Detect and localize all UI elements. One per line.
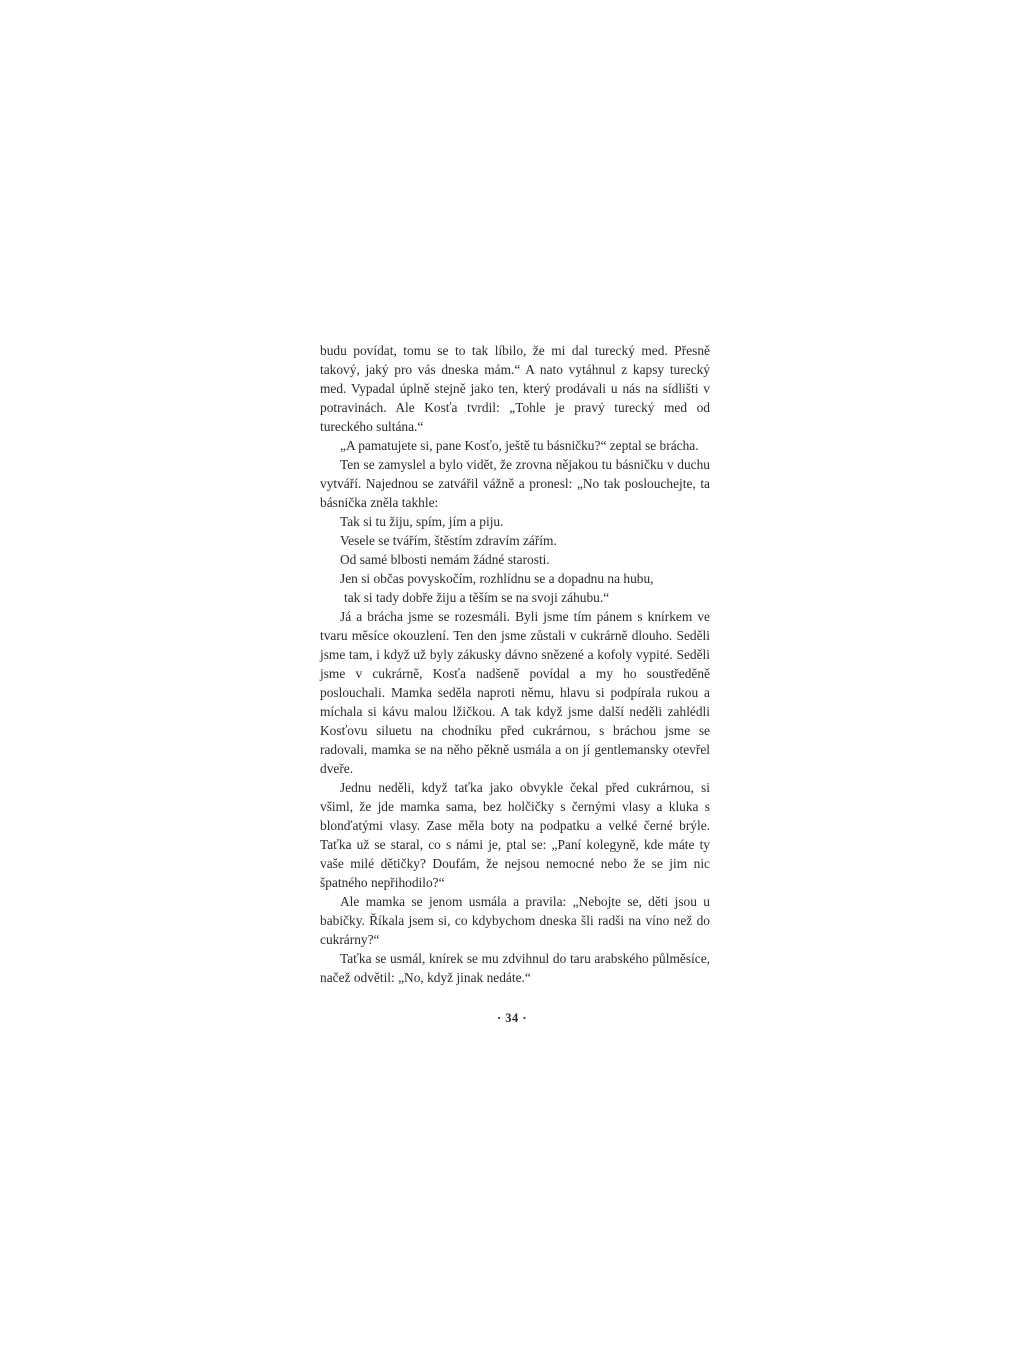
page-number: · 34 · xyxy=(496,1011,528,1025)
body-text xyxy=(320,341,710,987)
poem-line: Od samé blbosti nemám žádné starosti. xyxy=(340,552,550,567)
paragraph: Ten se zamyslel a bylo vidět, že zrovna nějakou tu básničku v duchu vytváří. Najednou se zatvářil vážně a pronesl: „No tak poslouchejte, ta básnička zněla takhle: xyxy=(320,457,710,510)
paragraph: „A pamatujete si, pane Kosťo, ještě tu básničku?“ zeptal se brácha. xyxy=(340,438,699,453)
poem-line: Jen si občas povyskočím, rozhlídnu se a dopadnu na hubu, xyxy=(340,571,654,586)
paragraph: Taťka se usmál, knírek se mu zdvihnul do taru arabského půlměsíce, načež odvětil: „No, když jinak nedáte.“ xyxy=(320,951,710,985)
paragraph: Ale mamka se jenom usmála a pravila: „Nebojte se, děti jsou u babičky. Říkala jsem si, co kdybychom dneska šli radši na víno než do cukrárny?“ xyxy=(320,894,710,947)
poem-line: Tak si tu žiju, spím, jím a piju. xyxy=(340,514,504,529)
poem-line: Vesele se tvářím, štěstím zdravím zářím. xyxy=(340,533,557,548)
paragraph: Já a brácha jsme se rozesmáli. Byli jsme tím pánem s knírkem ve tvaru měsíce okouzlení. Ten den jsme zůstali v cukrárně dlouho. Seděli jsme tam, i když už byly zákusky dávno snězené a kofoly vypité. Seděli jsme v cukrárně, Kosťa nadšeně povídal a my ho soustředěně poslouchali. Mamka seděla naproti němu, hlavu si podpírala rukou a míchala si kávu malou lžičkou. A tak když jsme další neděli zahlédli Kosťovu siluetu na chodníku před cukrárnou, s bráchou jsme se radovali, mamka se na něho pěkně usmála a on jí gentlemansky otevřel dveře. xyxy=(320,609,710,776)
paragraph: budu povídat, tomu se to tak líbilo, že mi dal turecký med. Přesně takový, jaký pro vás dneska mám.“ A nato vytáhnul z kapsy turecký med. Vypadal úplně stejně jako ten, který prodávali u nás na sídlišti v potravinách. Ale Kosťa tvrdil: „Tohle je pravý turecký med od tureckého sultána.“ xyxy=(320,343,710,434)
poem-line: tak si tady dobře žiju a těším se na svoji záhubu.“ xyxy=(344,590,610,605)
paragraph: Jednu neděli, když taťka jako obvykle čekal před cukrárnou, si všiml, že jde mamka sama, bez holčičky s černými vlasy a kluka s blonďatými vlasy. Zase měla boty na podpatku a velké černé brýle. Taťka už se staral, co s námi je, ptal se: „Paní kolegyně, kde máte ty vaše milé dětičky? Doufám, že nejsou nemocné nebo že se jim nic špatného nepřihodilo?“ xyxy=(320,780,710,890)
poem xyxy=(320,512,710,607)
